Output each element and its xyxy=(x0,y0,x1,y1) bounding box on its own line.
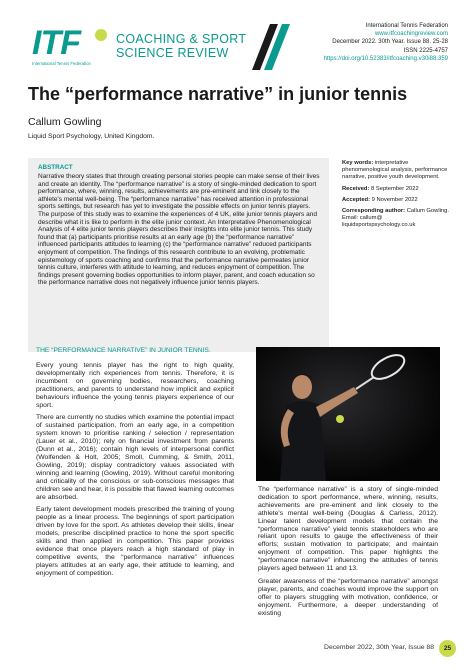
paragraph: There are currently no studies which examine the potential impact of sustained participation, from an early age, in a competition system known to prioritise ranking / selection / representation (Lauer et al., 2010); rely on financial investment from parents (Dunn et al., 2016); contain high levels of interpersonal conflict (Wolfenden & Holt, 2005; Smoll, Cumming, & Smith, 2011, Gowling, 2019); display contradictory values associated with winning and learning (Gowling, 2019). Without careful monitoring and criticality of the conscious or sub-conscious messages that children see and hear, it is possible that flawed learning outcomes are absorbed. xyxy=(36,414,234,501)
itf-logo xyxy=(32,26,102,70)
author-name: Callum Gowling xyxy=(28,116,102,128)
paragraph: Every young tennis player has the right to high quality, developmentally rich experiences from tennis. Therefore, it is incumbent on governing bodies, researchers, coaching practitioners, and parents to understand how implicit and explicit behaviours influence the young tennis players experience of our sport. xyxy=(36,362,234,409)
publisher-name: International Tennis Federation xyxy=(365,23,448,29)
page-number: 25 xyxy=(439,640,456,657)
received-date xyxy=(342,186,452,193)
article-metadata xyxy=(342,160,452,234)
keywords-value: interpretative phenomenological analysis, performance narrative, positive youth development. xyxy=(342,160,448,181)
tennis-ball-icon xyxy=(95,29,107,41)
corresponding-label: Corresponding author: xyxy=(342,208,406,215)
left-column xyxy=(36,362,234,583)
paragraph: Early talent development models prescribed the training of young people as a linear process. The beginnings of sport participation driven by love for the sport. As athletes develop their skills, linear models, prescribe disciplined practice to hone the sport specific skills and then applied in competition. This paper provides evidence that once players reach a high standard of play in competitive events, the “performance narrative” influences players attitudes at an early age, their attitude to learning, and enjoyment of competition. xyxy=(36,506,234,577)
series-line-1: COACHING & SPORT xyxy=(116,32,247,46)
corresponding-author xyxy=(342,208,452,230)
website-link[interactable]: www.itfcoachingreview.com xyxy=(374,31,448,38)
received-value: 8 September 2022 xyxy=(371,185,419,192)
logo-subtitle: International Tennis Federation xyxy=(32,61,91,66)
keywords xyxy=(342,160,452,182)
section-heading: THE “PERFORMANCE NARRATIVE” IN JUNIOR TENNIS. xyxy=(36,347,211,354)
paragraph: The “performance narrative” is a story of single-minded dedication to sport performance, where, winning, results, achievements are pre-eminent and link closely to the athlete's mental well-being (Douglas & Carless, 2012). Linear talent development models that contain the “performance narrative” yield tennis stakeholders who are reliant upon results to gauge the effectiveness of their efforts; sustain motivation to participate; and maintain enjoyment of competition. This paper highlights the “performance narrative” influencing the attitudes of tennis players aged between 11 and 13. xyxy=(258,486,438,573)
abstract-text: Narrative theory states that through creating personal stories people can make sense of their lives and create an identity. The “performance narrative” is a story of single-minded dedication to sport performance, where, winning, results, achievements are pre-eminent and link closely to the athlete's mental well-being. The “performance narrative” has received attention in professional sports settings, but research has yet to investigate the possible effects on junior tennis players. The purpose of this study was to examine the experiences of 4 UK, elite junior tennis players and describe what it is like to perform in the elite junior context. An Interpretative Phenomenological Analysis of 4 elite junior tennis players describes their insights into elite junior tennis. This study found that (a) participants prioritise results at an early age (b) the “performance narrative” influenced participants attitudes to learning (c) the “performance narrative” reduced participants enjoyment of competition. The findings of this research contribute to an evolving, problematic epistemology of sports coaching and confirms that the performance narrative permeates junior tennis culture, interferes with attitude to learning, and reduces enjoyment of competition. The findings present governing bodies opportunities to inform player, parent, and coach education so the performance narrative does not negatively influence junior tennis players. xyxy=(38,173,320,287)
accepted-date xyxy=(342,197,452,204)
right-column xyxy=(258,486,438,623)
series-line-2: SCIENCE REVIEW xyxy=(116,46,229,60)
accepted-value: 9 November 2022 xyxy=(371,196,418,203)
keywords-label: Key words: xyxy=(342,160,374,166)
journal-header xyxy=(28,22,448,74)
issn: ISSN 2225-4757 xyxy=(403,47,448,54)
accepted-label: Accepted: xyxy=(342,196,371,203)
abstract-box xyxy=(28,158,329,352)
logo-text: ITF xyxy=(32,24,80,62)
tennis-player-photo xyxy=(256,347,440,481)
slash-decoration-icon xyxy=(252,24,290,70)
abstract-heading: ABSTRACT xyxy=(38,164,73,171)
doi-link[interactable]: https://doi.org/10.52383/itfcoaching.v30i88.359 xyxy=(323,55,448,62)
corresponding-value: Callum Gowling. Email: callum@ liquidsportspsychology.co.uk xyxy=(342,208,449,229)
paragraph: Greater awareness of the “performance narrative” amongst player, parents, and coaches would improve the support on offer to players struggling with motivation, confidence, or enjoyment. Furthermore, a deeper understanding of existing xyxy=(258,577,438,617)
article-title: The “performance narrative” in junior tennis xyxy=(28,84,408,104)
journal-series-title xyxy=(116,32,246,60)
author-affiliation: Liquid Sport Psychology, United Kingdom. xyxy=(28,133,155,140)
footer-issue: December 2022, 30th Year, Issue 88 xyxy=(324,644,434,651)
publication-info xyxy=(288,22,448,63)
received-label: Received: xyxy=(342,185,370,192)
issue-line: December 2022. 30th Year. Issue 88. 25-28 xyxy=(332,39,448,46)
tennis-player-illustration xyxy=(256,347,440,481)
